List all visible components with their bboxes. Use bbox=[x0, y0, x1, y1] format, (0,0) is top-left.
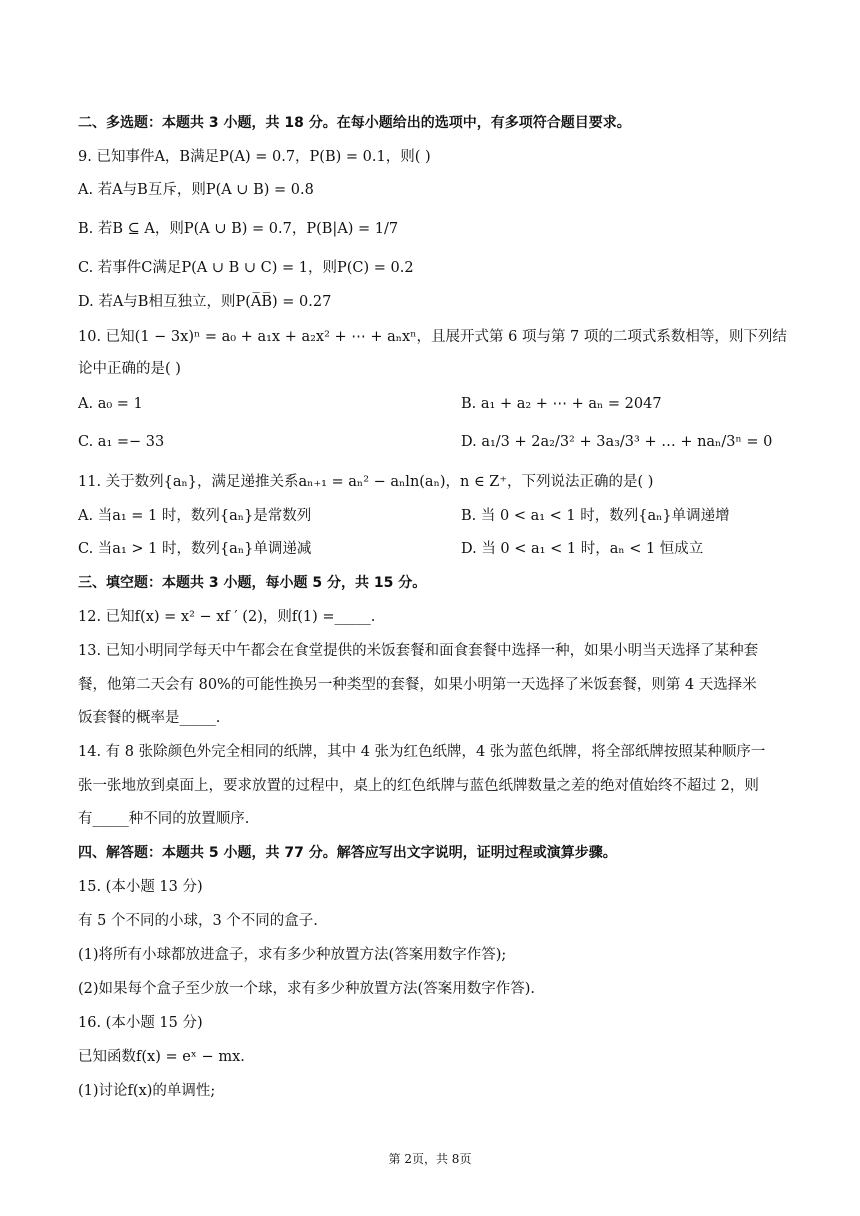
question-10-stem-line1: 10. 已知(1 − 3x)ⁿ = a₀ + a₁x + a₂x² + ⋯ + aₙxⁿ，且展开式第 6 项与第 7 项的二项式系数相等，则下列结 bbox=[78, 329, 787, 345]
section-heading-fill-in: 三、填空题：本题共 3 小题，每小题 5 分，共 15 分。 bbox=[78, 575, 427, 591]
question-16-part1: (1)讨论f(x)的单调性; bbox=[78, 1083, 216, 1099]
question-15-stem: 有 5 个不同的小球，3 个不同的盒子. bbox=[78, 913, 318, 929]
question-13-line3: 饭套餐的概率是_____. bbox=[78, 710, 221, 726]
question-10-option-b: B. a₁ + a₂ + ⋯ + aₙ = 2047 bbox=[461, 396, 662, 412]
question-11-row-cd bbox=[78, 539, 790, 559]
question-14-line1: 14. 有 8 张除颜色外完全相同的纸牌，其中 4 张为红色纸牌，4 张为蓝色纸牌，将全部纸牌按照某种顺序一 bbox=[78, 744, 766, 760]
question-11-stem: 11. 关于数列{aₙ}，满足递推关系aₙ₊₁ = aₙ² − aₙln(aₙ)，n ∈ Z⁺，下列说法正确的是( ) bbox=[78, 474, 654, 490]
question-15-part2: (2)如果每个盒子至少放一个球，求有多少种放置方法(答案用数字作答). bbox=[78, 981, 535, 997]
question-14-line3: 有_____种不同的放置顺序. bbox=[78, 811, 250, 827]
question-10-option-c: C. a₁ =− 33 bbox=[78, 434, 165, 450]
question-14-line2: 张一张地放到桌面上，要求放置的过程中，桌上的红色纸牌与蓝色纸牌数量之差的绝对值始终不超过 2，则 bbox=[78, 778, 759, 794]
question-9-option-a: A. 若A与B互斥，则P(A ∪ B) = 0.8 bbox=[78, 182, 314, 198]
question-10-stem-line2: 论中正确的是( ) bbox=[78, 361, 181, 377]
question-10-option-d: D. a₁/3 + 2a₂/3² + 3a₃/3³ + … + naₙ/3ⁿ = 0 bbox=[461, 434, 773, 450]
question-10-option-a: A. a₀ = 1 bbox=[78, 396, 143, 412]
section-heading-solutions: 四、解答题：本题共 5 小题，共 77 分。解答应写出文字说明，证明过程或演算步骤。 bbox=[78, 845, 617, 861]
question-11-option-c: C. 当a₁ > 1 时，数列{aₙ}单调递减 bbox=[78, 541, 312, 557]
question-11-option-b: B. 当 0 < a₁ < 1 时，数列{aₙ}单调递增 bbox=[461, 508, 730, 524]
question-9-stem: 9. 已知事件A，B满足P(A) = 0.7，P(B) = 0.1，则( ) bbox=[78, 149, 431, 165]
question-11-option-d: D. 当 0 < a₁ < 1 时，aₙ < 1 恒成立 bbox=[461, 541, 704, 557]
question-13-line2: 餐，他第二天会有 80%的可能性换另一种类型的套餐，如果小明第一天选择了米饭套餐，则第 4 天选择米 bbox=[78, 677, 757, 693]
question-9-option-b: B. 若B ⊆ A，则P(A ∪ B) = 0.7，P(B|A) = 1/7 bbox=[78, 221, 399, 237]
page-footer: 第 2页，共 8页 bbox=[388, 1152, 472, 1166]
question-16-stem: 已知函数f(x) = eˣ − mx. bbox=[78, 1049, 245, 1065]
question-11-option-a: A. 当a₁ = 1 时，数列{aₙ}是常数列 bbox=[78, 508, 312, 524]
question-13-line1: 13. 已知小明同学每天中午都会在食堂提供的米饭套餐和面食套餐中选择一种，如果小明当天选择了某种套 bbox=[78, 643, 759, 659]
question-15-part1: (1)将所有小球都放进盒子，求有多少种放置方法(答案用数字作答); bbox=[78, 947, 507, 963]
question-15-heading: 15. (本小题 13 分) bbox=[78, 879, 203, 895]
question-10-row-cd bbox=[78, 432, 790, 452]
question-16-heading: 16. (本小题 15 分) bbox=[78, 1015, 203, 1031]
question-9-option-c: C. 若事件C满足P(A ∪ B ∪ C) = 1，则P(C) = 0.2 bbox=[78, 260, 414, 276]
question-10-row-ab bbox=[78, 394, 790, 414]
question-11-row-ab bbox=[78, 506, 790, 526]
section-heading-multiple-choice: 二、多选题：本题共 3 小题，共 18 分。在每小题给出的选项中，有多项符合题目要求。 bbox=[78, 115, 631, 131]
question-9-option-d: D. 若A与B相互独立，则P(A̅B̅) = 0.27 bbox=[78, 294, 332, 310]
question-12: 12. 已知f(x) = x² − xf ′ (2)，则f(1) =_____. bbox=[78, 609, 376, 625]
